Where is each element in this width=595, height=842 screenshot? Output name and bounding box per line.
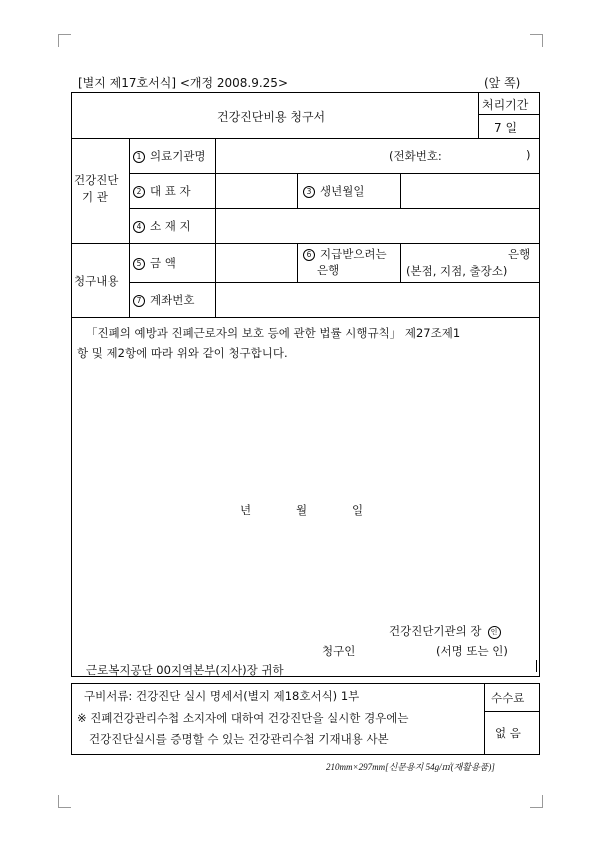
corner-mark-top-left <box>58 34 71 47</box>
institution-section-label-line1: 건강진단 <box>74 173 119 187</box>
date-day: 일 <box>352 503 364 517</box>
institution-head-label <box>389 623 501 639</box>
claim-form-table <box>71 92 540 677</box>
text: 지급받으려는 <box>320 247 387 261</box>
required-docs-line1: 구비서류: 건강진단 실시 명세서(별지 제18호서식) 1부 <box>84 689 360 703</box>
date-month: 월 <box>296 503 308 517</box>
number-3-icon: 3 <box>303 186 315 198</box>
institution-section-label-line2: 기 관 <box>82 190 108 204</box>
claim-statement-line2: 항 및 제2항에 따라 위와 같이 청구합니다. <box>77 346 288 360</box>
bank-branch-label: (본점, 지점, 출장소) <box>406 264 508 278</box>
rule <box>400 173 401 208</box>
text: 의료기관명 <box>150 149 206 163</box>
address-label <box>133 218 191 234</box>
corner-mark-bottom-right <box>530 795 543 808</box>
rule <box>478 114 540 115</box>
number-7-icon: 7 <box>133 295 145 307</box>
seal-mark-icon: 인 <box>488 626 501 639</box>
rule <box>484 683 485 755</box>
text: 은행 <box>317 263 340 277</box>
number-5-icon: 5 <box>133 258 145 270</box>
rule <box>71 138 540 139</box>
rule <box>71 243 540 244</box>
number-1-icon: 1 <box>133 151 145 163</box>
fee-label: 수수료 <box>491 691 525 705</box>
page-side-label: (앞 쪽) <box>484 76 521 90</box>
rule <box>478 92 479 138</box>
number-6-icon: 6 <box>303 249 315 261</box>
rule <box>400 243 401 282</box>
corner-mark-bottom-left <box>58 795 71 808</box>
claim-statement-line1: 「진폐의 예방과 진폐근로자의 보호 등에 관한 법률 시행규칙」 제27조제1 <box>86 326 461 340</box>
claimant-label: 청구인 <box>322 644 356 658</box>
processing-period-label: 처리기간 <box>482 98 529 112</box>
text: 건강진단기관의 장 <box>389 624 482 638</box>
text: 계좌번호 <box>150 293 195 307</box>
fee-value: 없 음 <box>495 726 521 740</box>
medical-institution-name-label <box>133 148 206 164</box>
rule <box>129 208 540 209</box>
form-title: 건강진단비용 청구서 <box>217 110 326 124</box>
recipient-line: 근로복지공단 00지역본부(지사)장 귀하 <box>86 663 284 677</box>
account-number-label <box>133 292 194 308</box>
rule <box>297 173 298 208</box>
signature-label: (서명 또는 인) <box>436 644 508 658</box>
corner-mark-top-right <box>530 34 543 47</box>
required-docs-line2: ※ 진폐건강관리수첩 소지자에 대하여 건강진단을 실시한 경우에는 <box>77 711 409 725</box>
rule <box>215 138 216 317</box>
text: 대 표 자 <box>150 184 191 198</box>
date-year: 년 <box>240 503 252 517</box>
form-number: [별지 제17호서식] <개정 2008.9.25> <box>78 76 288 90</box>
rule <box>129 282 540 283</box>
claim-section-label: 청구내용 <box>74 274 119 288</box>
text: 생년월일 <box>320 184 365 198</box>
representative-label <box>133 183 191 199</box>
amount-label <box>133 255 176 271</box>
bank-label <box>303 246 387 278</box>
rule <box>129 173 540 174</box>
number-2-icon: 2 <box>133 186 145 198</box>
text: 금 액 <box>150 256 176 270</box>
phone-number-close: ) <box>526 148 531 162</box>
rule <box>129 138 130 317</box>
text: 소 재 지 <box>150 219 191 233</box>
phone-number-label: (전화번호: <box>389 149 442 163</box>
rule <box>484 711 540 712</box>
birth-date-label <box>303 183 364 199</box>
bank-value-label: 은행 <box>508 247 531 261</box>
processing-period-value: 7 일 <box>494 121 518 135</box>
paper-spec-note: 210mm×297mm[신문용지 54g/㎡(재활용품)] <box>326 762 495 772</box>
number-4-icon: 4 <box>133 221 145 233</box>
rule <box>71 317 540 318</box>
rule <box>536 660 537 672</box>
required-docs-line3: 건강진단실시를 증명할 수 있는 건강관리수첩 기재내용 사본 <box>89 732 389 746</box>
rule <box>297 243 298 282</box>
